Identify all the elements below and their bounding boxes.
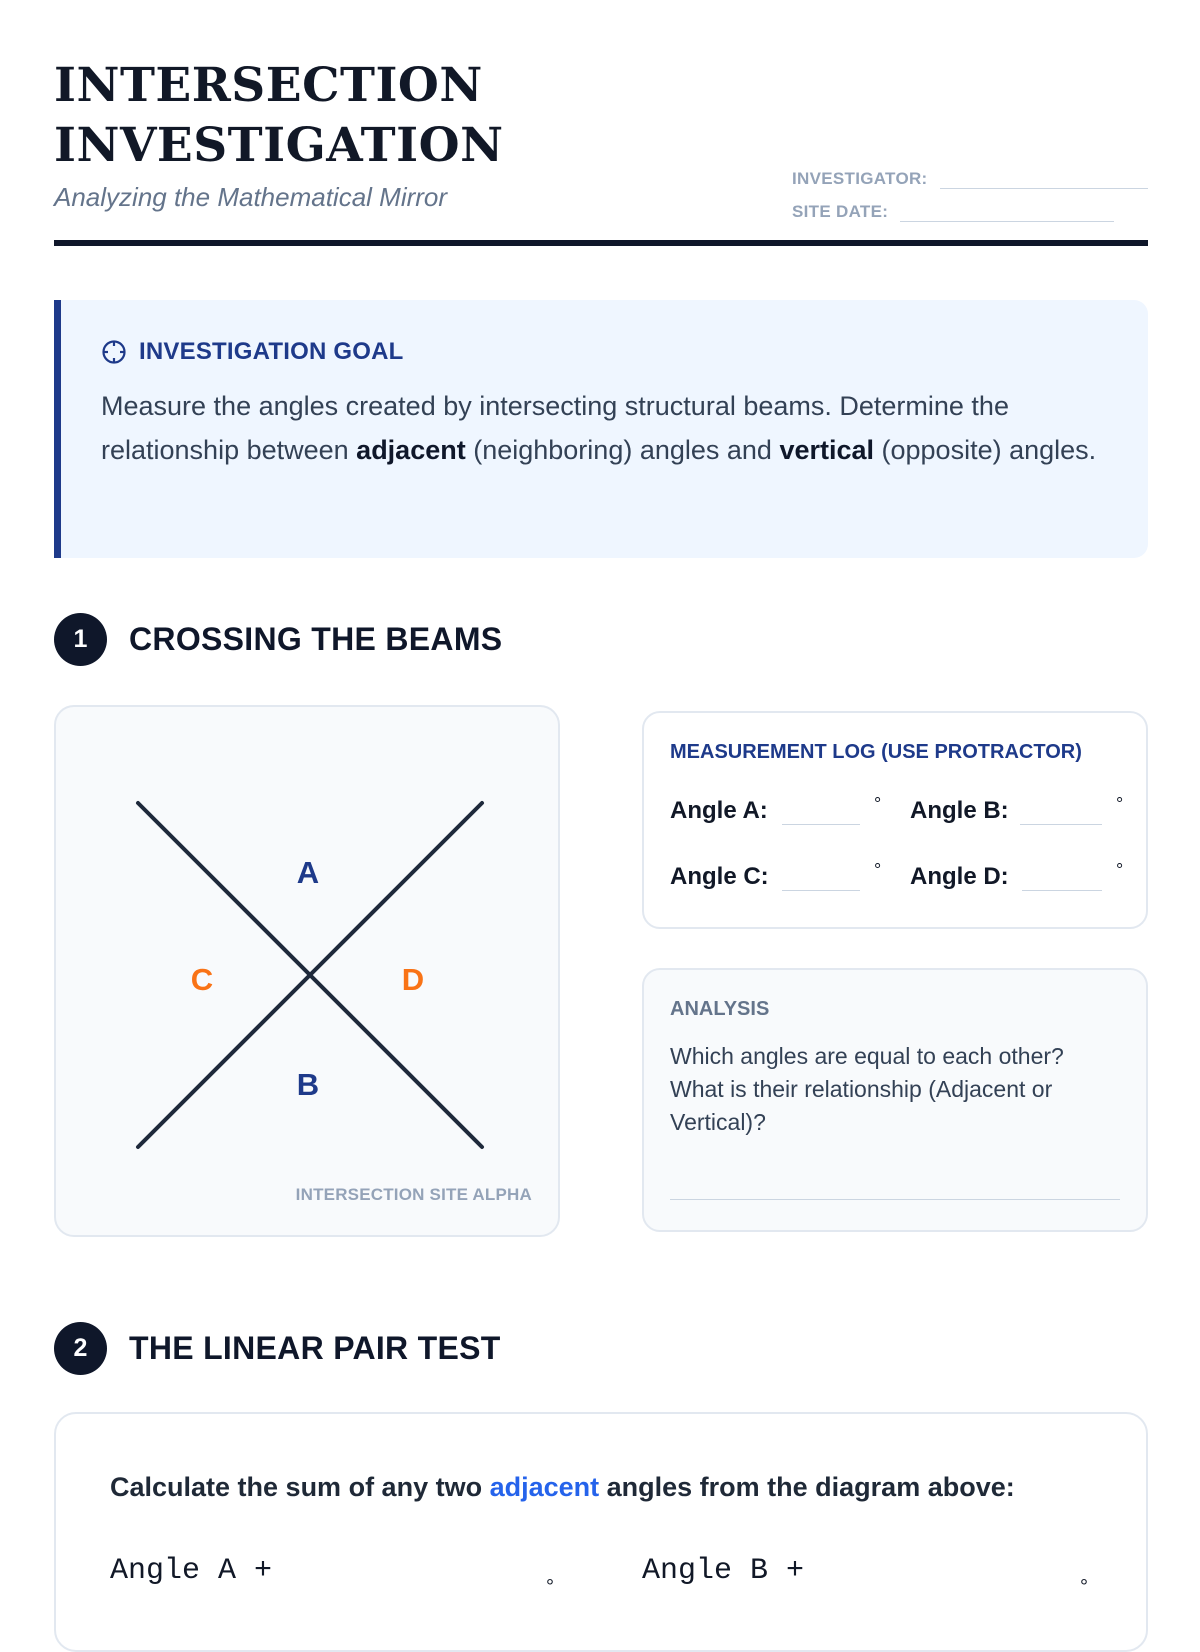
section-2-heading (54, 1322, 501, 1375)
calc-item-2-label: Angle B + (642, 1554, 805, 1588)
intersection-diagram (54, 705, 560, 1237)
calc-keyword-adjacent: adjacent (489, 1472, 600, 1502)
calc-item-1-degree: ° (546, 1576, 554, 1598)
section-1-title: CROSSING THE BEAMS (129, 621, 503, 657)
angle-c-label: Angle C: (670, 863, 769, 890)
investigator-label: INVESTIGATOR: (792, 169, 928, 188)
angle-b-row (910, 794, 1124, 825)
page-header (54, 56, 1148, 248)
measurement-log-title: MEASUREMENT LOG (USE PROTRACTOR) (670, 741, 1082, 763)
calc-item-2 (642, 1554, 804, 1588)
site-caption: INTERSECTION SITE ALPHA (295, 1185, 532, 1204)
section-1-heading (54, 613, 502, 666)
analysis-question: Which angles are equal to each other? What is their relationship (Adjacent or Vertical)? (670, 1043, 1064, 1135)
meta-fields (792, 156, 1148, 222)
angle-d-degree: ° (1116, 860, 1124, 880)
title-line-2: INVESTIGATION (54, 118, 504, 173)
site-date-row (792, 189, 1148, 222)
section-2-number: 2 (54, 1322, 107, 1375)
analysis-answer-field[interactable] (670, 1199, 1120, 1200)
investigation-goal-box (54, 300, 1148, 558)
angle-d-label: Angle D: (910, 863, 1009, 890)
section-1-number: 1 (54, 613, 107, 666)
site-date-field[interactable] (900, 203, 1114, 222)
goal-keyword-vertical: vertical (779, 435, 875, 465)
angle-a-label: Angle A: (670, 797, 768, 824)
investigator-field[interactable] (940, 170, 1148, 189)
goal-title: INVESTIGATION GOAL (139, 338, 404, 365)
angle-a-row (670, 794, 882, 825)
linear-pair-box (54, 1412, 1148, 1652)
angle-b-input[interactable] (1020, 798, 1102, 825)
header-divider (54, 240, 1148, 246)
title-line-1: INTERSECTION (54, 58, 483, 113)
angle-c-degree: ° (874, 860, 882, 880)
goal-heading (101, 338, 1102, 366)
beams-svg (56, 707, 562, 1239)
angle-a-degree: ° (874, 794, 882, 814)
angle-label-d: D (401, 962, 425, 997)
angle-b-degree: ° (1116, 794, 1124, 814)
investigator-row (792, 156, 1148, 189)
angle-a-input[interactable] (782, 798, 860, 825)
angle-b-label: Angle B: (910, 797, 1009, 824)
crosshair-icon (101, 339, 127, 365)
page-subtitle: Analyzing the Mathematical Mirror (54, 182, 448, 212)
site-date-label: SITE DATE: (792, 202, 889, 221)
angle-d-row (910, 860, 1124, 891)
analysis-box (642, 968, 1148, 1232)
angle-d-input[interactable] (1022, 864, 1102, 891)
analysis-title: ANALYSIS (670, 998, 770, 1020)
goal-text-part-3: (opposite) angles. (874, 435, 1097, 465)
goal-text-part-2: (neighboring) angles and (465, 435, 780, 465)
calc-item-1-label: Angle A + (110, 1554, 273, 1588)
calc-prompt (110, 1472, 1015, 1503)
calc-item-2-degree: ° (1080, 1576, 1088, 1598)
goal-text-part-1: Measure the angles created by intersecting structural beams. Determine the relationship between (101, 391, 1009, 465)
measurement-log (642, 711, 1148, 929)
angle-label-c: C (190, 962, 214, 997)
goal-keyword-adjacent: adjacent (356, 435, 466, 465)
angle-c-row (670, 860, 882, 891)
calc-prompt-part-2: angles from the diagram above: (599, 1472, 1015, 1502)
angle-c-input[interactable] (782, 864, 860, 891)
calc-prompt-part-1: Calculate the sum of any two (110, 1472, 490, 1502)
section-2-title: THE LINEAR PAIR TEST (129, 1330, 501, 1366)
goal-text (101, 384, 1102, 472)
angle-label-a: A (296, 855, 320, 890)
calc-item-1 (110, 1554, 272, 1588)
angle-label-b: B (296, 1067, 320, 1102)
